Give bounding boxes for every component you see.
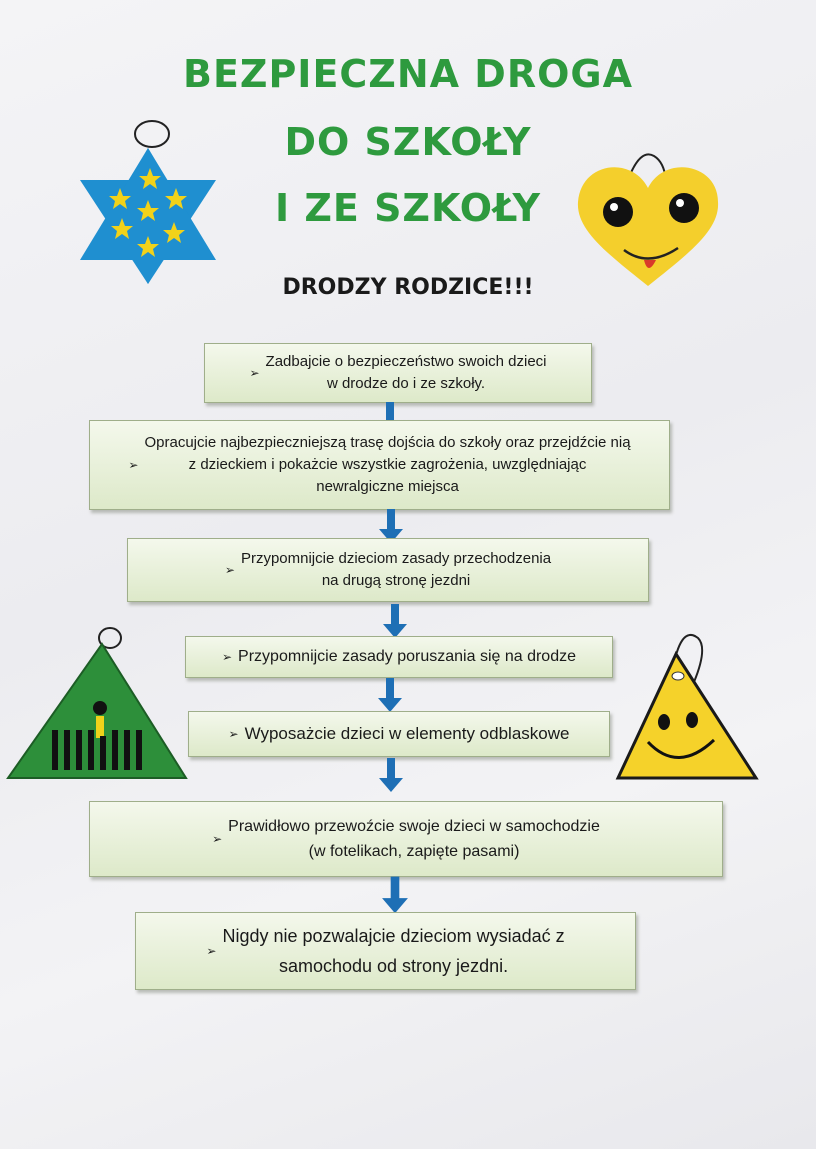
yellow-smiley-triangle-icon [614,624,760,784]
title-line-1: BEZPIECZNA DROGA [182,52,633,96]
step-box-3 [127,538,649,602]
title-line-2: DO SZKOŁY [284,120,532,164]
bullet-arrow-icon: ➢ [128,458,139,472]
bullet-arrow-icon: ➢ [212,831,223,846]
step-text-6: Prawidłowo przewoźcie swoje dzieci w samochodzie (w fotelikach, zapięte pasami) [228,818,600,860]
step-box-2 [89,420,670,510]
down-arrow-icon [382,604,408,640]
step-text-1: Zadbajcie o bezpieczeństwo swoich dzieci w drodze do i ze szkoły. [265,353,547,392]
down-arrow-icon [381,876,409,916]
bullet-arrow-icon: ➢ [224,563,235,577]
down-arrow-icon [378,758,404,794]
step-box-1 [204,343,592,403]
step-text-4: Przypomnijcie zasady poruszania się na drodze [238,648,576,665]
bullet-arrow-icon: ➢ [228,727,239,741]
step-text-2: Opracujcie najbezpieczniejszą trasę dojścia do szkoły oraz przejdźcie nią z dzieckiem i pokażcie wszystkie zagrożenia, uwzględniając newralgiczne miejsca [144,434,631,495]
bullet-arrow-icon: ➢ [221,650,233,664]
step-box-6 [89,801,723,877]
green-pedestrian-crossing-triangle-icon [6,626,188,782]
title-line-3: I ZE SZKOŁY [274,186,542,230]
greeting-heading: DRODZY RODZICE!!! [282,275,534,300]
step-text-5: Wyposażcie dzieci w elementy odblaskowe [244,724,570,743]
down-arrow-icon [377,678,403,714]
bullet-arrow-icon: ➢ [249,366,260,380]
yellow-heart-face-icon [572,146,724,292]
step-box-7 [135,912,636,990]
step-box-4 [185,636,613,678]
step-text-3: Przypomnijcie dzieciom zasady przechodzenia na drugą stronę jezdni [240,550,552,589]
step-box-5 [188,711,610,757]
step-text-7: Nigdy nie pozwalajcie dzieciom wysiadać z samochodu od strony jezdni. [222,926,565,976]
blue-star-ornament-icon [76,118,218,288]
bullet-arrow-icon: ➢ [206,944,217,958]
